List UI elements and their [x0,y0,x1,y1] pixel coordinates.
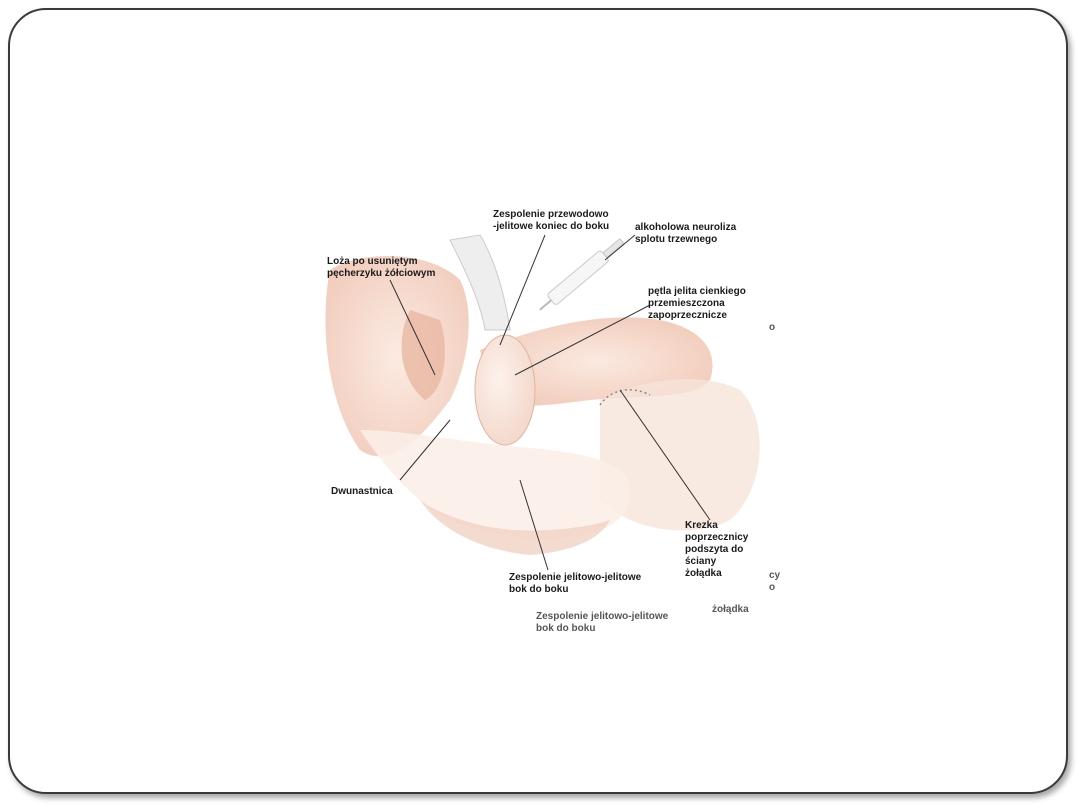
label-anastomosis-bile: Zespolenie przewodowo -jelitowe koniec do boku [493,209,610,232]
label-gallbladder-bed: Loża po usuniętym pęcherzyku żółciowym [327,256,436,279]
liver-shape [325,256,468,456]
label-small-bowel-loop: pętla jelita cienkiego przemieszczona zapoprzecznicze [648,286,746,321]
label-alcohol-neurolysis: alkoholowa neuroliza splotu trzewnego [635,222,737,245]
label-ghost-cy: cy o [769,570,781,593]
label-entero-anastomosis-dup: Zespolenie jelitowo-jelitowe bok do boku [536,611,669,634]
label-entero-anastomosis: Zespolenie jelitowo-jelitowe bok do boku [509,572,642,595]
anastomosis-bulb [475,335,535,445]
label-ghost-o: o [769,322,776,333]
syringe-shape [535,236,626,316]
label-duodenum: Dwunastnica [331,486,393,497]
label-mesocolon: Krezka poprzecznicy podszyta do ściany żołądka [685,520,749,579]
anatomical-figure [300,200,800,650]
intestines-shape [360,430,630,539]
label-ghost-zoladka: żołądka [712,604,749,615]
